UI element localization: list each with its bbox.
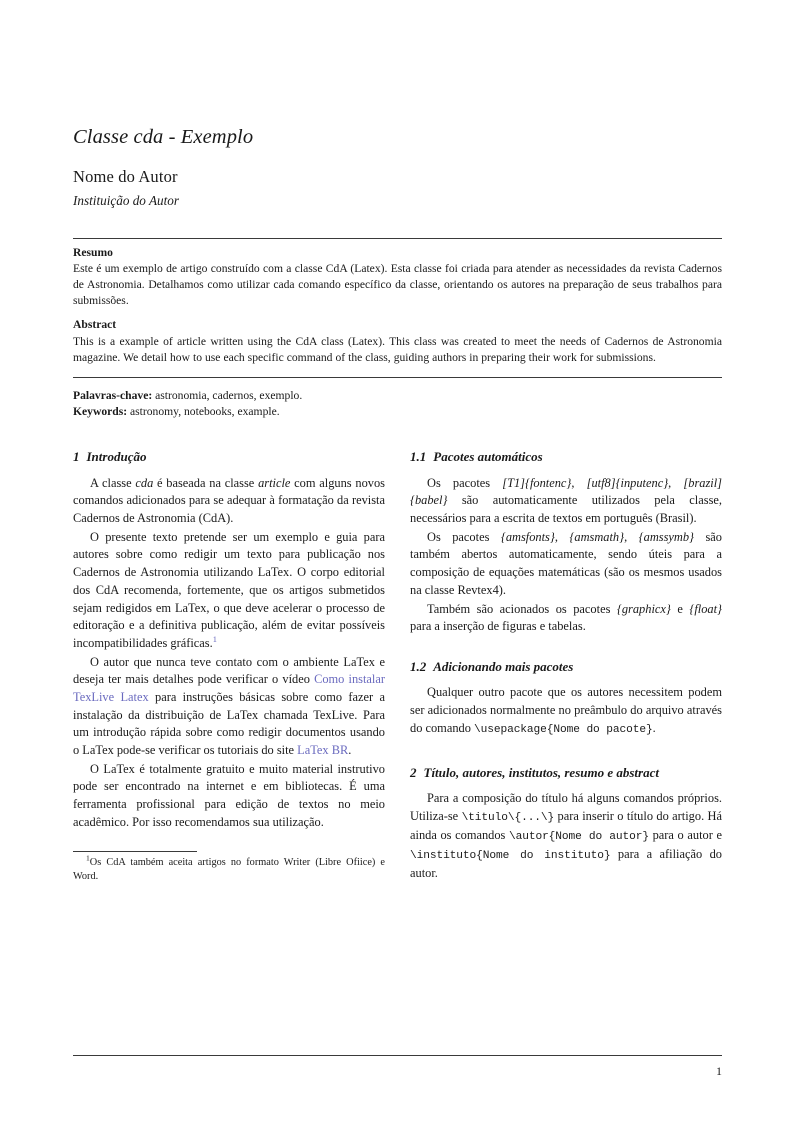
keywords-block xyxy=(73,378,722,422)
abstract-block xyxy=(73,239,722,366)
emphasis-cda: cda xyxy=(135,475,154,490)
intro-paragraph-2 xyxy=(73,529,385,653)
section-heading-adicionando-pacotes xyxy=(410,659,722,676)
footer-rule xyxy=(73,1055,722,1056)
code-titulo: \titulo\{...\} xyxy=(461,812,555,825)
package-amsmath: {amsmath} xyxy=(569,529,625,544)
package-inputenc: [utf8]{inputenc} xyxy=(586,475,669,490)
keywords-pt-value: astronomia, cadernos, exemplo. xyxy=(155,388,303,402)
section-number: 1.2 xyxy=(410,658,427,674)
auto-packages-paragraph-2 xyxy=(410,529,722,600)
auto-packages-paragraph-3 xyxy=(410,601,722,636)
footnote-number: 1 xyxy=(86,853,90,863)
text-run: e xyxy=(670,601,690,616)
page-number: 1 xyxy=(716,1064,722,1078)
title-block xyxy=(73,0,722,208)
text-run: . xyxy=(652,720,656,735)
text-run: Também são acionados os pacotes xyxy=(427,601,617,616)
text-run: O presente texto pretende ser um exemplo e guia para autores sobre como redigir um texto para publicação nos Cadernos de Astronomia utilizando LaTex. O corpo editorial dos CdA recomenda, fortemente, que os artigos submetidos sejam redigidos em LaTex, o que deve acelerar o processo de editoração e a definitiva publicação, além de evitar possíveis incompatibilidades gráficas. xyxy=(73,529,385,650)
package-fontenc: [T1]{fontenc} xyxy=(502,475,572,490)
link-latex-br[interactable]: LaTex BR xyxy=(297,742,349,757)
resumo-text: Este é um exemplo de artigo construído com a classe CdA (Latex). Esta classe foi criada para atender as necessidades da revista Cadernos de Astronomia. Detalhamos como utilizar cada comando específico da classe, orientando os autores na preparação de seus trabalhos para submissões. xyxy=(73,262,722,308)
text-run: para a inserção de figuras e tabelas. xyxy=(410,619,586,634)
text-run: , xyxy=(571,475,587,490)
code-usepackage: \usepackage{Nome do pacote} xyxy=(474,723,653,736)
footnote-block xyxy=(73,851,385,884)
package-babel: [brazil]{babel} xyxy=(410,475,722,508)
intro-paragraph-4: O LaTex é totalmente gratuito e muito material instrutivo pode ser encontrado na internet e em bibliotecas. É uma ferramenta profissional para edição de textos no meio acadêmico. Por isso recomendamos sua utilização. xyxy=(73,761,385,829)
resumo-heading: Resumo xyxy=(73,245,113,259)
abstract-text: This is a example of article written using the CdA class (Latex). This class was created to meet the needs of Cadernos de Astronomia magazine. We detail how to use each specific command of the class, guiding authors in preparing their work for submissions. xyxy=(73,334,722,364)
text-run: Os pacotes xyxy=(427,475,503,490)
text-run: , xyxy=(668,475,684,490)
section-number: 2 xyxy=(410,764,417,780)
keywords-en xyxy=(73,404,722,421)
author-institution: Instituição do Autor xyxy=(73,192,179,208)
auto-packages-paragraph-1 xyxy=(410,475,722,528)
abstract-spacer xyxy=(73,309,722,318)
keywords-en-value: astronomy, notebooks, example. xyxy=(130,405,280,419)
text-run: . xyxy=(348,742,352,757)
text-run: O autor que nunca teve contato com o ambiente LaTex e deseja ter mais detalhes pode verificar o vídeo xyxy=(73,654,385,687)
section-title: Pacotes automáticos xyxy=(433,449,543,465)
section-heading-titulo-autores xyxy=(410,765,722,782)
text-run: A classe xyxy=(90,475,136,490)
text-run: Para a composição do título há alguns comandos próprios. Utiliza-se xyxy=(410,791,722,824)
section-number: 1 xyxy=(73,449,80,465)
text-run: para instruções básicas sobre como fazer a instalação da distribuição de LaTex chamada TexLive. Para um introdução rápida sobre como redigir documentos usando o LaTex pode-se verificar os tutoriais do site xyxy=(73,689,385,757)
link-texlive-video[interactable]: Como instalar TexLive Latex xyxy=(73,672,385,704)
section-heading-introducao xyxy=(73,449,385,466)
package-float: {float} xyxy=(689,601,722,616)
footnote-rule xyxy=(73,851,197,852)
package-graphicx: {graphicx} xyxy=(616,601,671,616)
package-amssymb: {amssymb} xyxy=(638,529,695,544)
code-autor: \autor{Nome do autor} xyxy=(509,831,649,844)
document-page xyxy=(73,0,722,1123)
two-column-body xyxy=(73,449,722,884)
section-title: Título, autores, institutos, resumo e abstract xyxy=(423,764,659,780)
text-run: Qualquer outro pacote que os autores necessitem podem ser adicionados normalmente no preâmbulo do arquivo através do comando xyxy=(410,685,722,735)
code-instituto: \instituto{Nome do instituto} xyxy=(410,849,611,862)
right-column xyxy=(410,449,722,882)
text-run: para o autor e xyxy=(648,828,722,843)
footnote-text xyxy=(73,853,385,884)
text-run: para a afiliação do autor. xyxy=(410,846,723,880)
text-run: para inserir o título do artigo. Há ainda os comandos xyxy=(410,809,723,843)
more-packages-paragraph-1 xyxy=(410,684,722,738)
intro-paragraph-3 xyxy=(73,654,385,760)
section-heading-pacotes-automaticos xyxy=(410,449,722,466)
footnote-reference[interactable]: 1 xyxy=(212,634,217,644)
section-number: 1.1 xyxy=(410,449,427,465)
text-run: , xyxy=(554,529,570,544)
page-title: Classe cda - Exemplo xyxy=(73,126,254,148)
text-run: é baseada na classe xyxy=(153,475,259,490)
page-footer xyxy=(73,1055,722,1077)
text-run: Os CdA também aceita artigos no formato Writer (Libre Ofiice) e Word. xyxy=(73,857,385,883)
text-run: , xyxy=(624,529,639,544)
text-run: com alguns novos comandos adicionados para se adequar à formatação da revista Cadernos de Astronomia (CdA). xyxy=(73,475,385,526)
abstract-heading: Abstract xyxy=(73,318,117,332)
text-run: são também abertos automaticamente, sendo úteis para a composição de equações matemáticas (são os mesmos usados na classe Revtex4). xyxy=(410,529,722,597)
author-name: Nome do Autor xyxy=(73,166,178,186)
intro-paragraph-1 xyxy=(73,475,385,528)
emphasis-article: article xyxy=(258,475,291,490)
keywords-pt xyxy=(73,388,722,405)
keywords-en-label: Keywords: xyxy=(73,405,128,419)
section-title: Adicionando mais pacotes xyxy=(433,658,574,674)
text-run: são automaticamente utilizados pela classe, necessários para a escrita de textos em português (Brasil). xyxy=(410,493,722,526)
left-column xyxy=(73,449,385,884)
package-amsfonts: {amsfonts} xyxy=(500,529,555,544)
section-title: Introdução xyxy=(86,449,147,465)
keywords-pt-label: Palavras-chave: xyxy=(73,388,153,402)
text-run: Os pacotes xyxy=(427,529,501,544)
title-authors-paragraph-1 xyxy=(410,790,722,882)
